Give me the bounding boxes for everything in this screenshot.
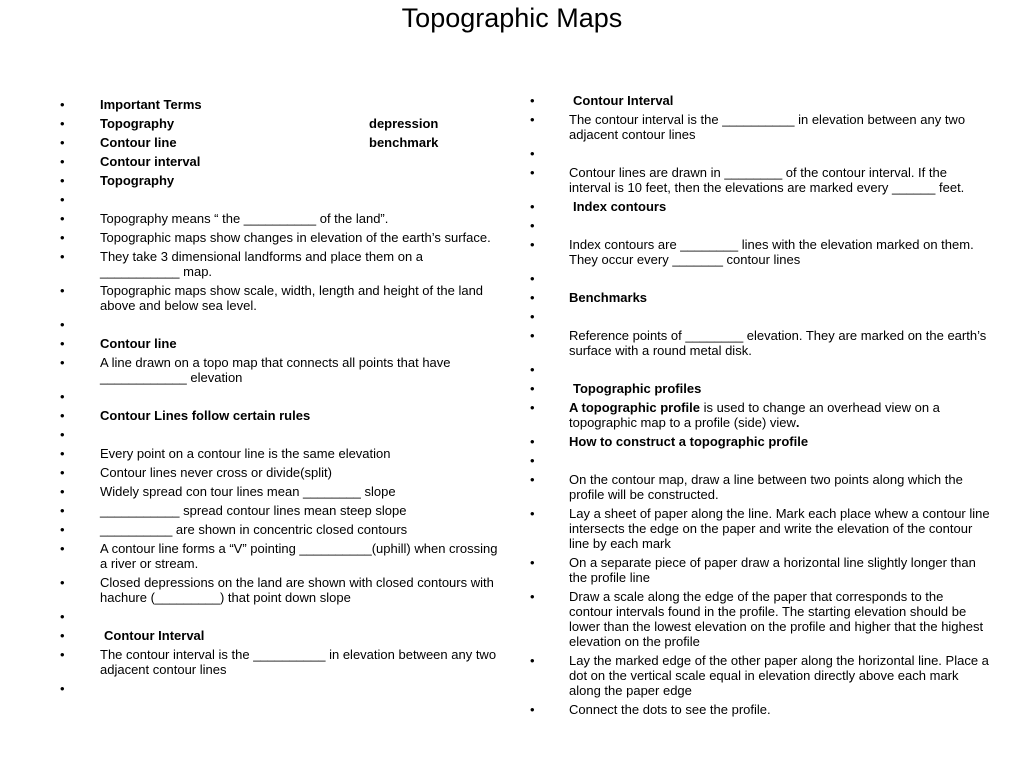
list-item — [60, 628, 500, 643]
list-item — [60, 154, 500, 169]
index-contours-definition: Index contours are ________ lines with the elevation marked on them. They occur every _______ contour lines — [569, 237, 974, 267]
benchmarks-definition: Reference points of ________ elevation. They are marked on the earth’s surface with a round metal disk. — [569, 328, 987, 358]
empty-list-item — [60, 192, 500, 207]
step-text: Lay the marked edge of the other paper along the horizontal line. Place a dot on the vertical scale equal in elevation directly above each mark along the paper edge — [569, 653, 989, 698]
index-contours-heading: Index contours — [573, 199, 667, 214]
list-item — [60, 336, 500, 351]
list-item — [60, 446, 500, 461]
term-contour-interval: Contour interval — [100, 154, 201, 169]
list-item — [60, 173, 500, 188]
list-item — [530, 472, 990, 502]
benchmarks-heading: Benchmarks — [569, 290, 648, 305]
rules-heading: Contour Lines follow certain rules — [100, 408, 311, 423]
list-item — [530, 653, 990, 698]
term-topography: Topography — [100, 116, 175, 131]
contour-interval-heading: Contour Interval — [573, 93, 674, 108]
rule-text: ___________ spread contour lines mean steep slope — [100, 503, 407, 518]
term-depression: depression — [369, 116, 439, 131]
list-item — [530, 381, 990, 396]
empty-list-item — [530, 309, 990, 324]
list-item — [530, 290, 990, 305]
list-item — [530, 555, 990, 585]
list-item — [60, 283, 500, 313]
list-item — [530, 506, 990, 551]
contour-interval-definition: The contour interval is the __________ in elevation between any two adjacent contour lines — [100, 647, 497, 677]
list-item — [530, 112, 990, 142]
term-topography-2: Topography — [100, 173, 175, 188]
three-dimensional-text: They take 3 dimensional landforms and place them on a ___________ map. — [100, 249, 424, 279]
list-item — [60, 503, 500, 518]
rule-text: Widely spread con tour lines mean ________ slope — [100, 484, 396, 499]
list-item — [60, 355, 500, 385]
topography-means-text: Topography means “ the __________ of the land”. — [100, 211, 389, 226]
step-text: On the contour map, draw a line between two points along which the profile will be constructed. — [569, 472, 963, 502]
empty-list-item — [530, 271, 990, 286]
list-item — [60, 484, 500, 499]
list-item — [530, 400, 990, 430]
list-item — [60, 116, 500, 131]
step-text: Lay a sheet of paper along the line. Mark each place whew a contour line intersects the edge on the paper and write the elevation of the contour line by each mark — [569, 506, 990, 551]
step-text: Draw a scale along the edge of the paper that corresponds to the contour intervals found in the profile. The starting elevation should be lower than the lowest elevation on the profile and higher that the highest elevation on the profile — [569, 589, 984, 649]
profile-definition: is used to change an overhead view on a topographic map to a profile (side) view — [569, 400, 940, 430]
contour-drawn-text: Contour lines are drawn in ________ of the contour interval. If the interval is 10 feet, then the elevations are marked every ______ feet. — [569, 165, 965, 195]
list-item — [530, 702, 990, 717]
list-item — [60, 541, 500, 571]
list-item — [530, 434, 990, 449]
empty-list-item — [530, 218, 990, 233]
list-item — [530, 328, 990, 358]
step-text: On a separate piece of paper draw a horizontal line slightly longer than the profile line — [569, 555, 976, 585]
maps-show-changes-text: Topographic maps show changes in elevation of the earth’s surface. — [100, 230, 491, 245]
term-contour-line: Contour line — [100, 135, 177, 150]
list-item — [530, 165, 990, 195]
list-item — [530, 237, 990, 267]
list-item — [60, 575, 500, 605]
profile-term: A topographic profile — [569, 400, 700, 415]
important-terms-heading: Important Terms — [100, 97, 202, 112]
list-item — [530, 589, 990, 649]
scale-width-text: Topographic maps show scale, width, length and height of the land above and below sea level. — [100, 283, 484, 313]
contour-line-definition: A line drawn on a topo map that connects all points that have ____________ elevation — [100, 355, 451, 385]
empty-list-item — [60, 681, 500, 696]
construct-profile-heading: How to construct a topographic profile — [569, 434, 809, 449]
rule-text: Contour lines never cross or divide(split) — [100, 465, 332, 480]
empty-list-item — [60, 427, 500, 442]
contour-interval-definition: The contour interval is the __________ in elevation between any two adjacent contour lines — [569, 112, 966, 142]
rule-text: __________ are shown in concentric closed contours — [100, 522, 408, 537]
list-item — [60, 211, 500, 226]
rule-text: Closed depressions on the land are shown with closed contours with hachure (_________) that point down slope — [100, 575, 494, 605]
page-title: Topographic Maps — [401, 3, 623, 33]
empty-list-item — [530, 146, 990, 161]
topographic-profiles-heading: Topographic profiles — [573, 381, 702, 396]
list-item — [60, 97, 500, 112]
list-item — [530, 199, 990, 214]
left-column-list — [60, 97, 500, 700]
step-text: Connect the dots to see the profile. — [569, 702, 771, 717]
empty-list-item — [60, 609, 500, 624]
list-item — [60, 230, 500, 245]
empty-list-item — [530, 362, 990, 377]
contour-line-heading: Contour line — [100, 336, 177, 351]
list-item — [60, 135, 500, 150]
profile-period: . — [795, 415, 800, 430]
empty-list-item — [60, 389, 500, 404]
rule-text: A contour line forms a “V” pointing __________(uphill) when crossing a river or stream. — [100, 541, 498, 571]
list-item — [60, 465, 500, 480]
list-item — [60, 522, 500, 537]
rule-text: Every point on a contour line is the same elevation — [100, 446, 391, 461]
list-item — [60, 249, 500, 279]
list-item — [60, 408, 500, 423]
empty-list-item — [530, 453, 990, 468]
right-column-list — [530, 93, 990, 721]
empty-list-item — [60, 317, 500, 332]
contour-interval-heading: Contour Interval — [104, 628, 205, 643]
term-benchmark: benchmark — [369, 135, 439, 150]
list-item — [60, 647, 500, 677]
list-item — [530, 93, 990, 108]
